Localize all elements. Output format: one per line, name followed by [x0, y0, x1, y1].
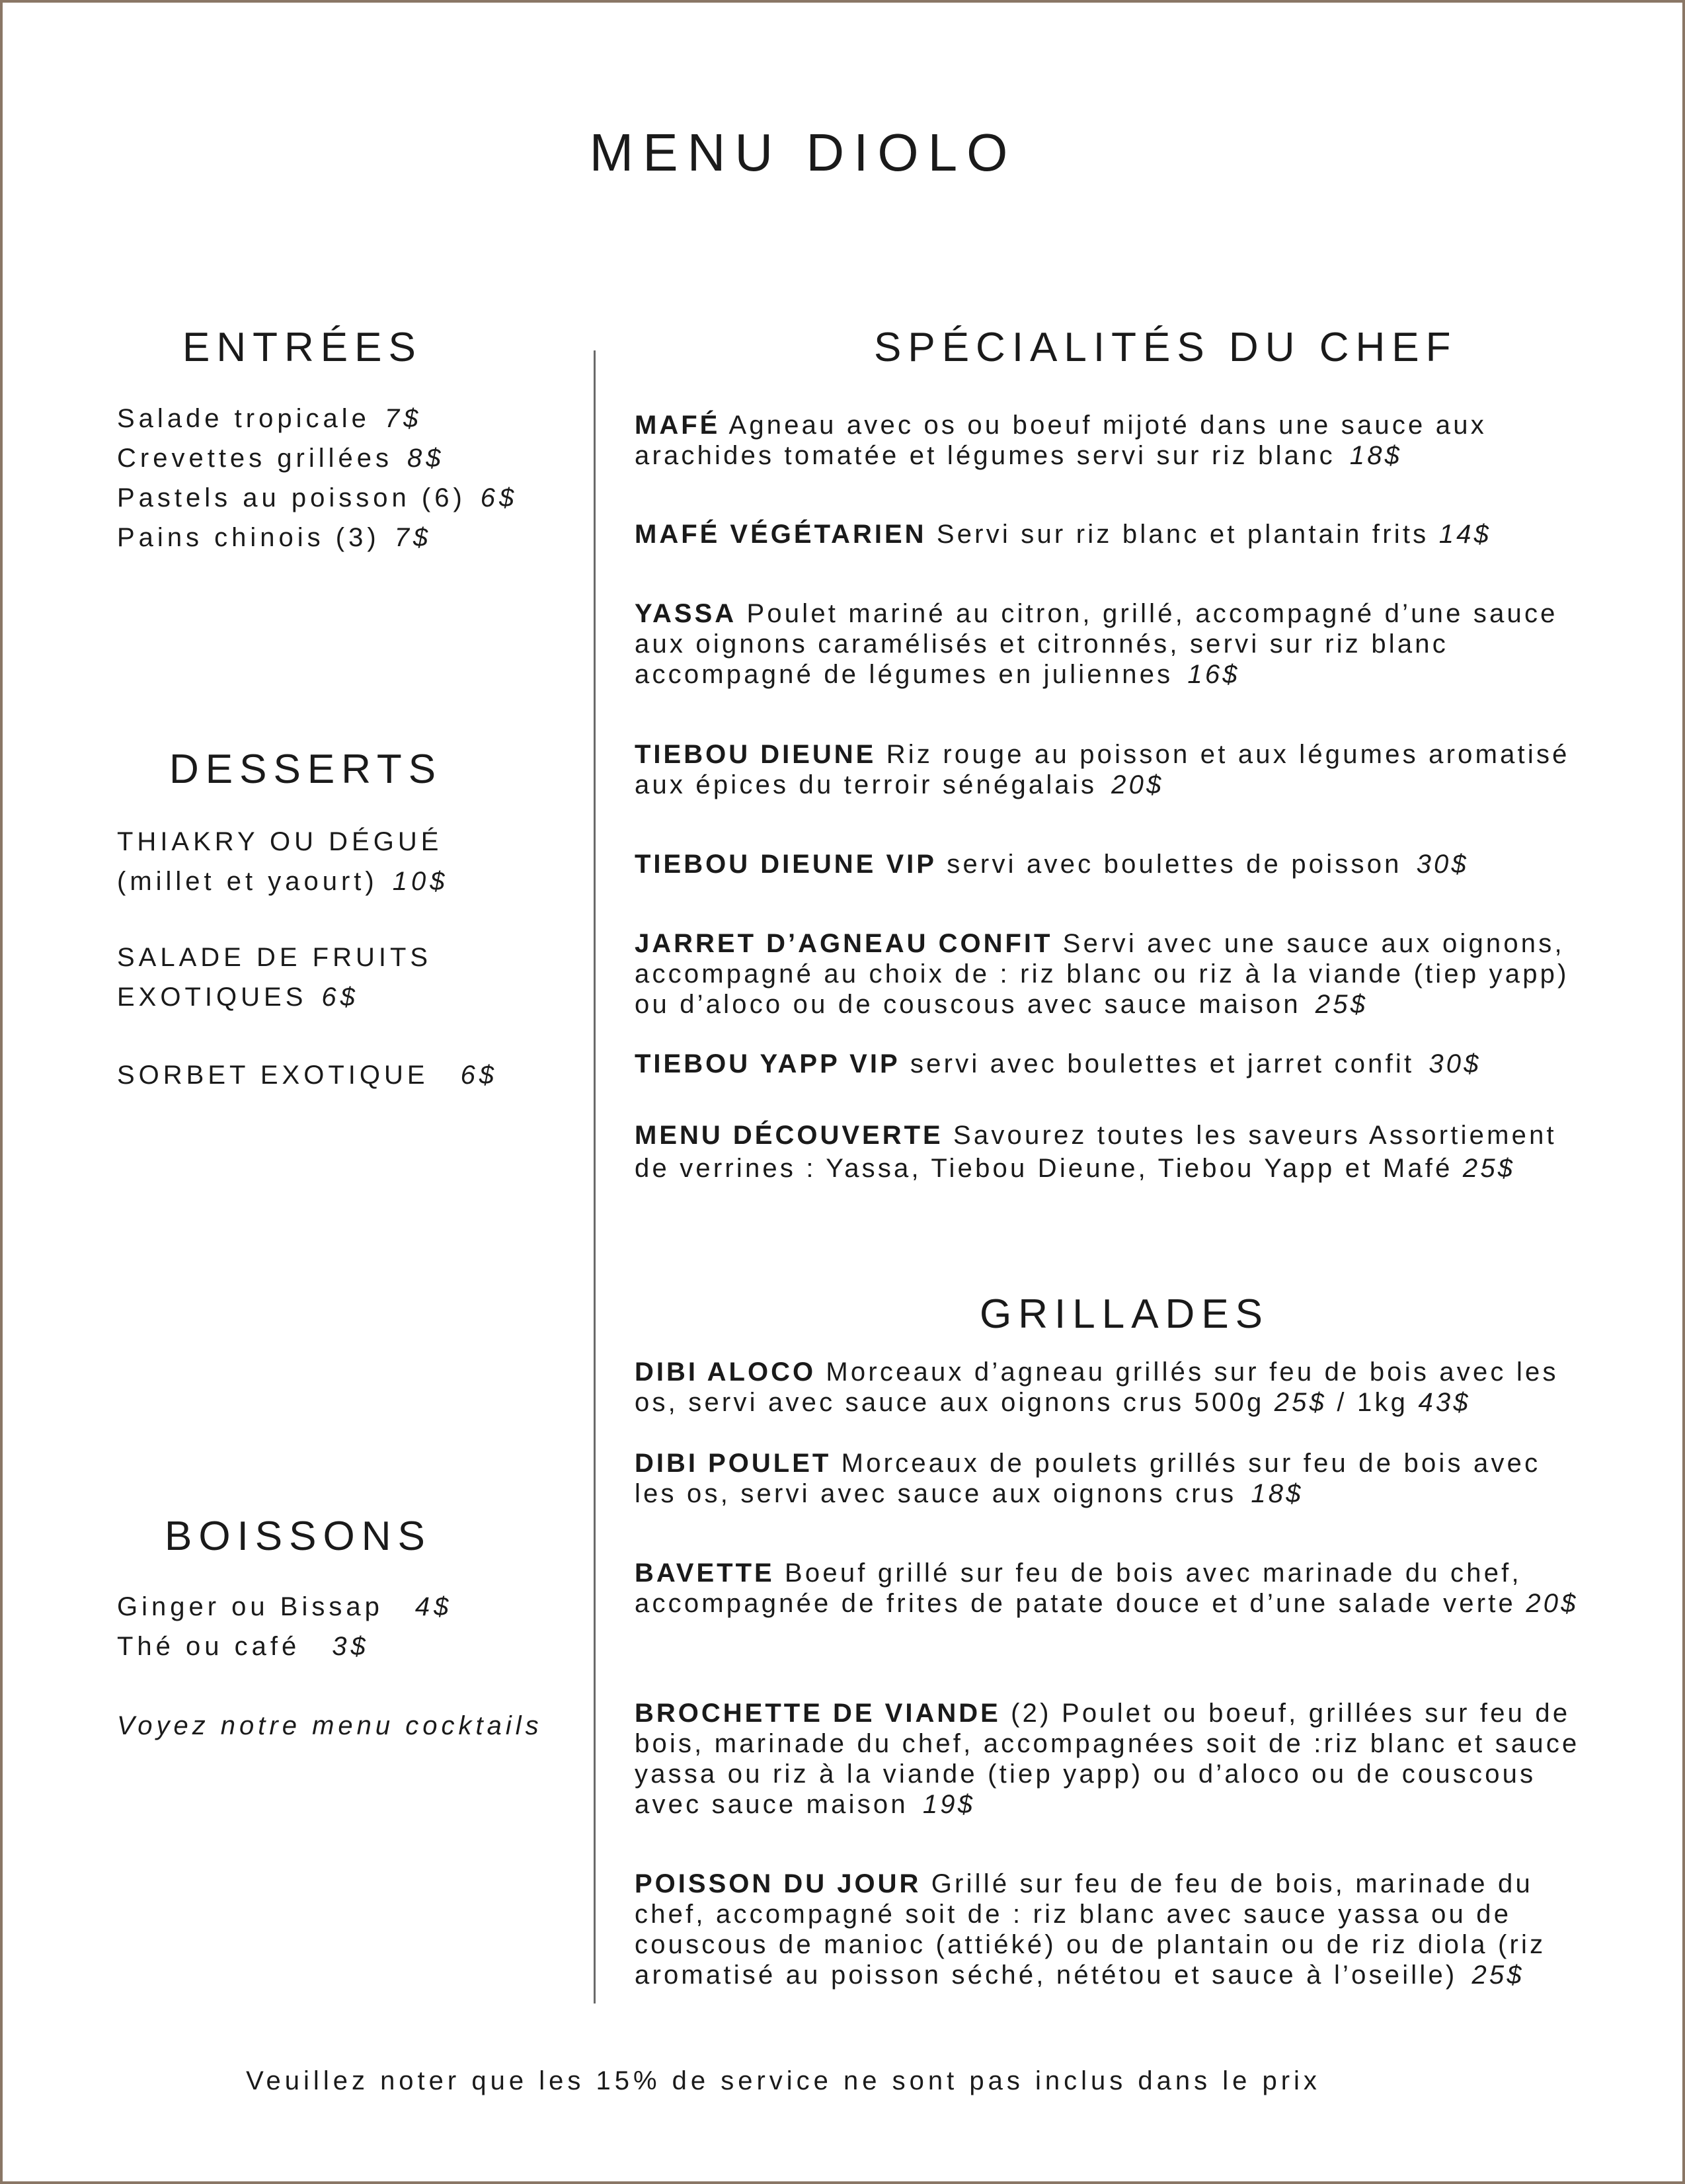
- dish-name: TIEBOU DIEUNE: [635, 740, 877, 769]
- dish-name: DIBI POULET: [635, 1449, 832, 1478]
- dessert-item: [117, 1055, 498, 1095]
- item-price: 6$: [480, 483, 518, 512]
- grillades-heading: GRILLADES: [980, 1291, 1270, 1337]
- dish-desc: Riz rouge au poisson et aux légumes aromatisé aux épices du terroir sénégalais: [635, 740, 1570, 799]
- item-name: SORBET EXOTIQUE: [117, 1061, 429, 1090]
- dish-price-alt: 43$: [1418, 1388, 1471, 1417]
- item-name: Ginger ou Bissap: [117, 1592, 383, 1621]
- specialites-heading: SPÉCIALITÉS DU CHEF: [874, 325, 1458, 370]
- dish-price: 18$: [1251, 1479, 1304, 1508]
- grill-item: [635, 1869, 1587, 1990]
- dish-price: 14$: [1438, 520, 1492, 549]
- dish-price: 19$: [922, 1790, 976, 1819]
- item-name: SALADE DE FRUITS: [117, 943, 432, 972]
- desserts-heading: DESSERTS: [169, 747, 443, 792]
- dish-name: TIEBOU DIEUNE VIP: [635, 850, 937, 879]
- dish-desc: Servi sur riz blanc et plantain frits: [936, 520, 1429, 549]
- item-detail: (millet et yaourt): [117, 867, 378, 896]
- entree-item: [117, 399, 422, 438]
- item-price: 10$: [392, 867, 449, 896]
- dish-name: BROCHETTE DE VIANDE: [635, 1699, 1001, 1728]
- dish-desc: (2) Poulet ou boeuf, grillées sur feu de bois, marinade du chef, accompagnées soit de :riz blanc et sauce yassa ou riz à la viande (tiep yapp) ou d’aloco ou de couscous avec sauce maison: [635, 1699, 1580, 1819]
- item-price: 3$: [332, 1632, 370, 1661]
- dish-desc: Morceaux d’agneau grillés sur feu de bois avec les os, servi avec sauce aux oignons crus 500g: [635, 1357, 1559, 1417]
- dish-price: 20$: [1111, 770, 1164, 799]
- drink-item: [117, 1627, 370, 1666]
- dessert-item: [117, 822, 449, 901]
- dish-name: POISSON DU JOUR: [635, 1869, 921, 1898]
- dish-desc: Savourez toutes les saveurs Assortiement de verrines : Yassa, Tiebou Dieune, Tiebou Yapp et Mafé: [635, 1121, 1557, 1183]
- dish-name: TIEBOU YAPP VIP: [635, 1049, 900, 1078]
- item-name: Salade tropicale: [117, 404, 370, 433]
- grill-item: [635, 1448, 1587, 1509]
- drink-item: [117, 1587, 452, 1627]
- cocktail-note: Voyez notre menu cocktails: [117, 1711, 543, 1740]
- dish-price: 25$: [1462, 1154, 1516, 1183]
- item-price: 6$: [321, 983, 359, 1012]
- dish-item: [635, 928, 1587, 1020]
- item-price: 6$: [460, 1061, 498, 1090]
- dish-price: 30$: [1429, 1049, 1481, 1078]
- item-name: THIAKRY OU DÉGUÉ: [117, 827, 443, 856]
- item-price: 7$: [384, 404, 422, 433]
- dish-desc: servi avec boulettes de poisson: [947, 850, 1402, 879]
- entree-item: [117, 438, 445, 478]
- dish-price: 25$: [1471, 1961, 1524, 1990]
- item-price: 7$: [394, 523, 432, 552]
- dish-item: [635, 849, 1587, 879]
- item-name: Pastels au poisson (6): [117, 483, 466, 512]
- dish-desc: Boeuf grillé sur feu de bois avec marinade du chef, accompagnée de frites de patate douce et d’une salade verte: [635, 1558, 1522, 1618]
- dish-desc: Servi avec une sauce aux oignons, accompagné au choix de : riz blanc ou riz à la viande (tiep yapp) ou d’aloco ou de couscous avec sauce maison: [635, 929, 1569, 1019]
- entree-item: [117, 518, 432, 557]
- dessert-item: [117, 938, 432, 1017]
- dish-price: 25$: [1315, 990, 1368, 1019]
- dish-price: 25$: [1274, 1388, 1327, 1417]
- dish-name: MAFÉ VÉGÉTARIEN: [635, 520, 927, 549]
- boissons-heading: BOISSONS: [165, 1514, 432, 1559]
- menu-title: MENU DIOLO: [589, 123, 1017, 182]
- dish-item: [635, 598, 1587, 690]
- entrees-heading: ENTRÉES: [182, 325, 422, 370]
- dish-desc-alt: / 1kg: [1337, 1388, 1409, 1417]
- grill-item: [635, 1357, 1587, 1418]
- column-divider: [594, 350, 596, 2003]
- dish-item: [635, 519, 1587, 549]
- dish-desc: Morceaux de poulets grillés sur feu de bois avec les os, servi avec sauce aux oignons crus: [635, 1449, 1541, 1508]
- dish-name: BAVETTE: [635, 1558, 775, 1588]
- dish-price: 16$: [1187, 660, 1240, 689]
- item-name-cont: EXOTIQUES: [117, 983, 307, 1012]
- dish-item: [635, 1049, 1587, 1079]
- grill-item: [635, 1698, 1587, 1820]
- dish-desc: Poulet mariné au citron, grillé, accompagné d’une sauce aux oignons caramélisés et citronnés, servi sur riz blanc accompagné de légumes en juliennes: [635, 599, 1558, 689]
- dish-name: MENU DÉCOUVERTE: [635, 1121, 943, 1150]
- item-price: 8$: [407, 444, 445, 473]
- dish-item: [635, 739, 1587, 800]
- dish-price: 30$: [1416, 850, 1469, 879]
- dish-name: DIBI ALOCO: [635, 1357, 816, 1387]
- item-price: 4$: [414, 1592, 453, 1621]
- grill-item: [635, 1558, 1587, 1619]
- item-name: Thé ou café: [117, 1632, 301, 1661]
- dish-desc: Grillé sur feu de feu de bois, marinade du chef, accompagné soit de : riz blanc avec sauce yassa ou de couscous de manioc (attiéké) ou de plantain ou de riz diola (riz aromatisé au poisson séché, nététou et sauce à l’oseille): [635, 1869, 1546, 1990]
- dish-price: 20$: [1526, 1589, 1579, 1618]
- dish-item: [635, 410, 1587, 471]
- dish-name: YASSA: [635, 599, 737, 628]
- dish-name: MAFÉ: [635, 411, 721, 440]
- item-name: Pains chinois (3): [117, 523, 380, 552]
- item-name: Crevettes grillées: [117, 444, 393, 473]
- service-note: Veuillez noter que les 15% de service ne sont pas inclus dans le prix: [246, 2066, 1321, 2095]
- dish-item: [635, 1119, 1587, 1185]
- dish-name: JARRET D’AGNEAU CONFIT: [635, 929, 1053, 958]
- dish-desc: Agneau avec os ou boeuf mijoté dans une sauce aux arachides tomatée et légumes servi sur riz blanc: [635, 411, 1487, 470]
- dish-price: 18$: [1349, 441, 1403, 470]
- dish-desc: servi avec boulettes et jarret confit: [910, 1049, 1415, 1078]
- entree-item: [117, 478, 518, 518]
